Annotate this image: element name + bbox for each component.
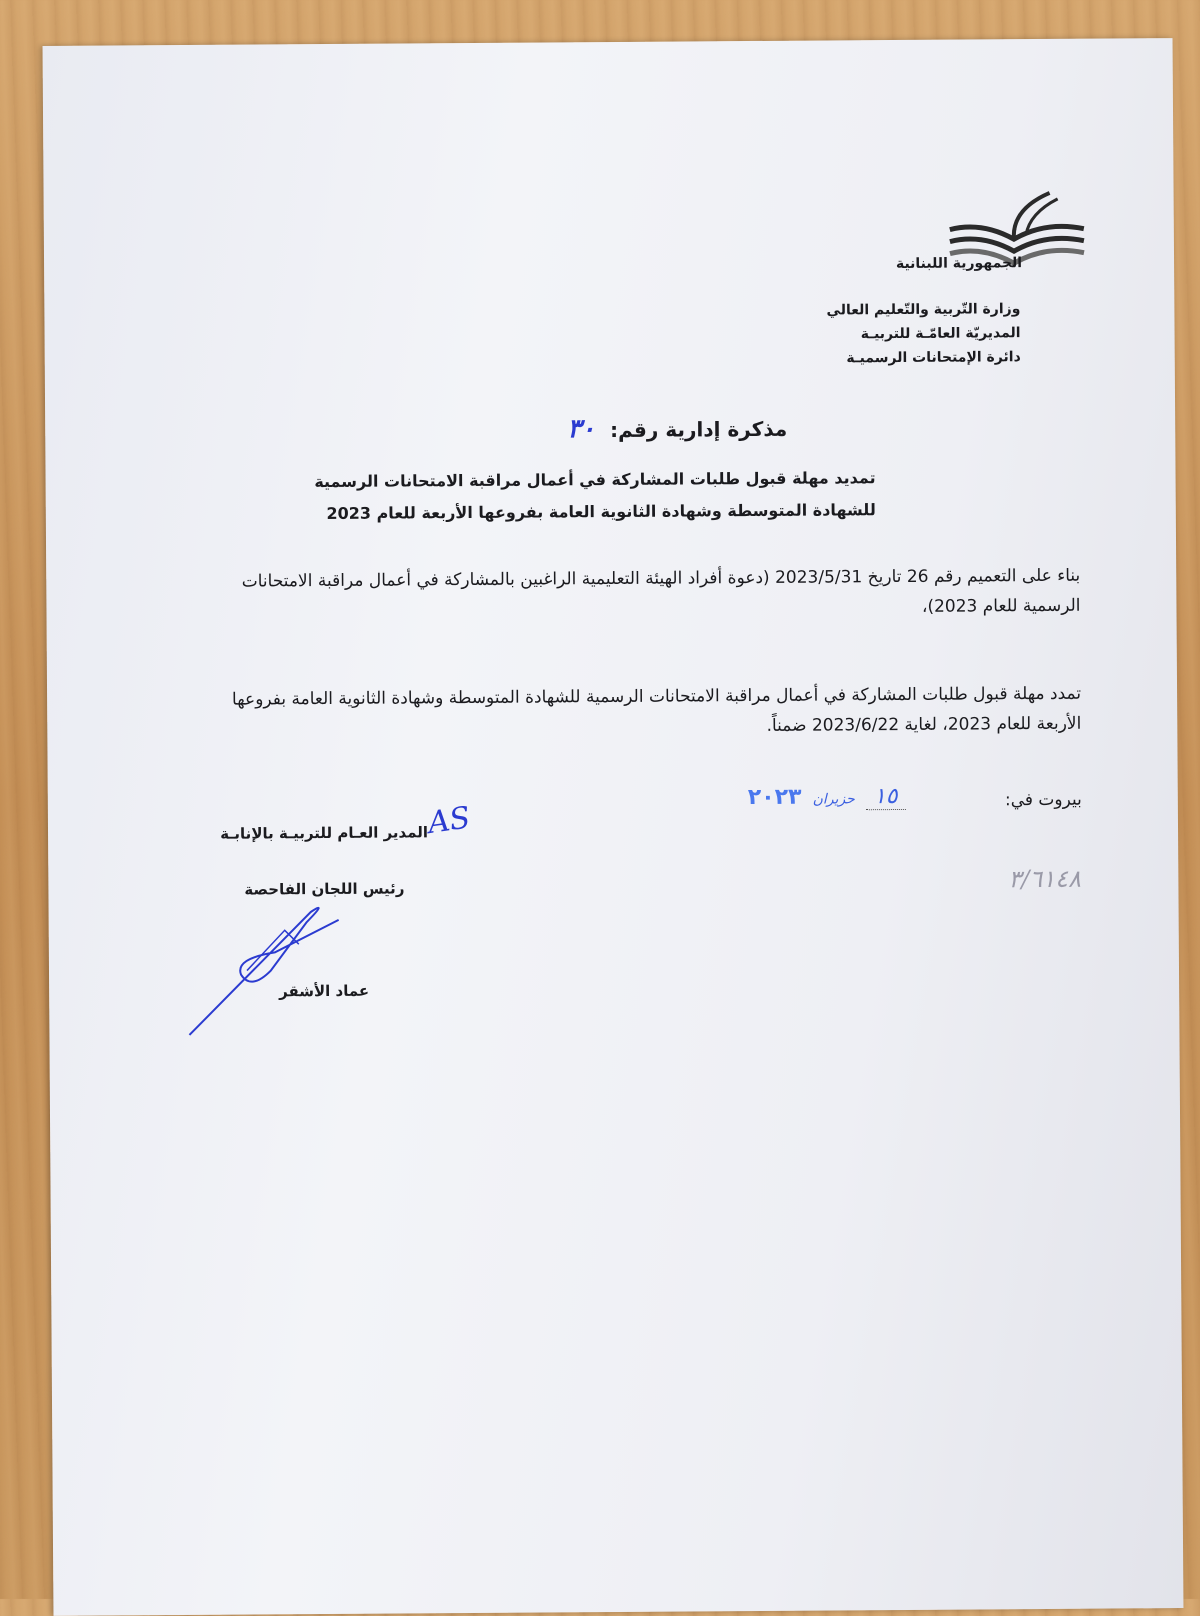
memo-number: ٣٠ <box>567 414 596 445</box>
directorate-name: المديريّة العامّـة للتربيـة <box>860 325 1021 343</box>
subject-line-1: تمديد مهلة قبول طلبات المشاركة في أعمال مراقبة الامتحانات الرسمية <box>314 468 876 492</box>
memo-subject <box>314 462 876 530</box>
ministry-block <box>826 297 1020 370</box>
para1-line-1: بناء على التعميم رقم 26 تاريخ 2023/5/31 (دعوة أفراد الهيئة التعليمية الراغبين بالمشاركة في أعمال مراقبة الامتحانات <box>241 565 1081 592</box>
date-year: ٢٠٢٣ <box>747 784 802 811</box>
signature-scribble-icon <box>178 892 359 1043</box>
para2-line-1: تمدد مهلة قبول طلبات المشاركة في أعمال مراقبة الامتحانات الرسمية للشهادة المتوسطة وشهادة الثانوية العامة بفروعها <box>231 683 1082 710</box>
signatory-committee: رئيس اللجان الفاحصة <box>244 879 405 899</box>
body-paragraph-2 <box>101 679 1081 746</box>
signatory-title: المدير العـام للتربيـة بالإنابـة <box>220 823 429 843</box>
ministry-name: وزارة التّربية والتّعليم العالي <box>826 301 1021 319</box>
signatory-name: عماد الأشقر <box>279 981 370 1001</box>
body-paragraph-1 <box>100 561 1080 628</box>
republic-name: الجمهورية اللبنانية <box>895 255 1023 273</box>
para1-line-2: الرسمية للعام 2023)، <box>921 595 1081 617</box>
date-month: حزيران <box>812 791 855 808</box>
para2-line-2: الأربعة للعام 2023، لغاية 2023/6/22 ضمناً. <box>766 713 1082 736</box>
reference-number: ٣/٦١٤٨ <box>1008 864 1082 894</box>
memo-title <box>567 413 787 445</box>
signature-initials: AS <box>425 800 473 842</box>
date-label: بيروت في: <box>1004 789 1082 811</box>
date-stamp <box>748 784 906 810</box>
memo-title-label: مذكرة إدارية رقم: <box>609 416 788 443</box>
subject-line-2: للشهادة المتوسطة وشهادة الثانوية العامة بفروعها الأربعة للعام 2023 <box>326 500 876 523</box>
date-day: ١٥ <box>866 784 906 810</box>
document-page <box>43 38 1184 1616</box>
department-name: دائرة الإمتحانات الرسميـة <box>846 349 1021 367</box>
